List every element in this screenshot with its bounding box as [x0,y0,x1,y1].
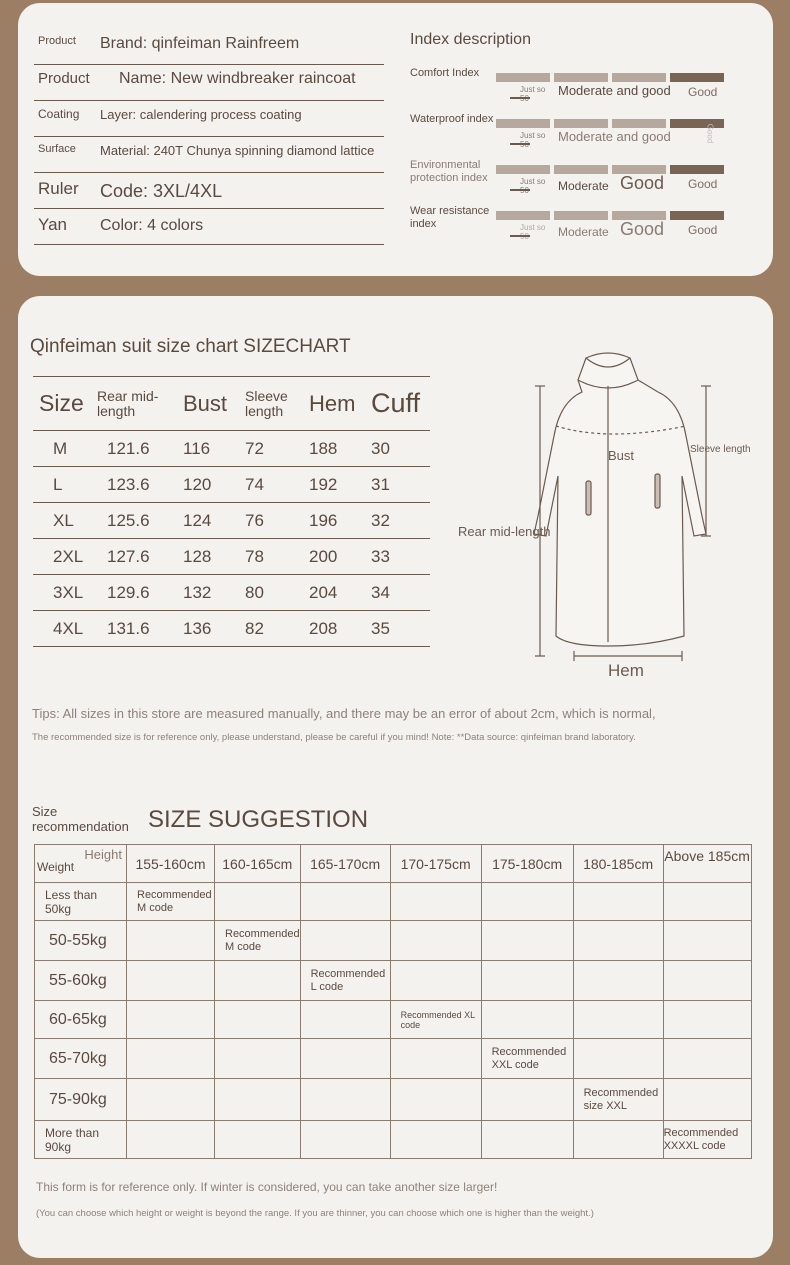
index-good: Good [688,223,718,237]
recommendation-cell: Recommended size XXL [573,1079,663,1121]
empty-cell [573,1039,663,1079]
empty-cell [390,961,481,1001]
index-just-so [520,223,545,241]
empty-cell [300,921,390,961]
index-good: Good [705,123,715,144]
index-just-so [520,85,545,103]
cell-size: 2XL [33,539,97,575]
product-info-row [34,173,384,209]
cell-rear: 131.6 [97,611,183,647]
just-so-label: Just so [520,131,546,140]
empty-cell [481,1121,573,1159]
bar-segment [612,73,666,82]
empty-cell [127,1001,215,1039]
bar-segment [554,211,608,220]
index-just-so [520,131,545,149]
cell-bust: 132 [183,575,245,611]
row-label: Product [38,35,76,47]
index-label: Environmental protection index [410,159,488,184]
index-moderate: Moderate and good [558,83,671,98]
header-hem: Hem [309,377,371,431]
recommendation-cell: Recommended XXXXL code [663,1121,751,1159]
cell-bust: 120 [183,467,245,503]
height-header: 165-170cm [300,845,390,883]
empty-cell [300,1001,390,1039]
product-info-row [34,137,384,173]
weight-cell: 60-65kg [35,1001,127,1039]
just-so-label: Just so [520,85,546,94]
height-header: 170-175cm [390,845,481,883]
bar-segment [496,211,550,220]
product-info-row [34,29,384,65]
cell-sleeve: 72 [245,431,309,467]
index-moderate: Moderate and good [558,129,671,144]
empty-cell [573,1001,663,1039]
recommendation-cell: Recommended XL code [390,1001,481,1039]
cell-size: XL [33,503,97,539]
size-recommendation-label: Size recommendation [32,804,129,834]
table-row [35,1079,752,1121]
cell-hem: 196 [309,503,371,539]
empty-cell [663,1001,751,1039]
empty-cell [215,1001,301,1039]
empty-cell [663,1079,751,1121]
row-value: Material: 240T Chunya spinning diamond lattice [100,143,375,158]
cell-cuff: 35 [371,611,430,647]
header-cuff: Cuff [371,377,430,431]
footer-line-2: (You can choose which height or weight is beyond the range. If you are thinner, you can choose which one is higher than the weight.) [36,1208,594,1219]
empty-cell [390,1079,481,1121]
table-row [35,883,752,921]
corner-height: Height [84,847,122,862]
bar-segment [612,119,666,128]
height-header: 160-165cm [215,845,301,883]
row-value: Color: 4 colors [100,217,204,234]
header-bust: Bust [183,377,245,431]
cell-sleeve: 76 [245,503,309,539]
empty-cell [127,961,215,1001]
table-row [35,1039,752,1079]
corner-cell [35,845,127,883]
cell-cuff: 34 [371,575,430,611]
size-suggestion-title: SIZE SUGGESTION [148,806,369,833]
empty-cell [481,1079,573,1121]
cell-hem: 208 [309,611,371,647]
coat-icon [534,353,706,646]
empty-cell [481,961,573,1001]
index-title: Index description [410,31,531,48]
table-row [33,539,430,575]
index-tick [510,143,530,145]
diagram-hem-label: Hem [608,661,644,680]
coat-diagram [458,346,758,686]
cell-size: 3XL [33,575,97,611]
empty-cell [663,883,751,921]
row-value: Brand: qinfeiman Rainfreem [100,35,300,52]
height-header: 180-185cm [573,845,663,883]
bar-segment [670,165,724,174]
cell-cuff: 31 [371,467,430,503]
empty-cell [390,921,481,961]
bar-segment [554,119,608,128]
weight-cell: More than 90kg [35,1121,127,1159]
index-tick [510,235,530,237]
row-value: Layer: calendering process coating [100,107,302,122]
index-row-environmental [410,159,740,205]
empty-cell [215,883,301,921]
empty-cell [573,883,663,921]
empty-cell [663,961,751,1001]
footer-line-1: This form is for reference only. If winter is considered, you can take another size larger! [36,1180,498,1194]
height-header: 155-160cm [127,845,215,883]
weight-cell: 75-90kg [35,1079,127,1121]
bar-segment [554,73,608,82]
product-info-row [34,65,384,101]
cell-rear: 125.6 [97,503,183,539]
weight-cell: 50-55kg [35,921,127,961]
recommendation-cell: Recommended M code [215,921,301,961]
index-good-large: Good [620,219,665,239]
empty-cell [127,1121,215,1159]
corner-weight: Weight [37,860,75,874]
cell-rear: 127.6 [97,539,183,575]
size-chart-card [18,296,773,1258]
row-label: Product [38,70,90,87]
table-row [33,575,430,611]
cell-rear: 121.6 [97,431,183,467]
empty-cell [215,961,301,1001]
index-row-wear [410,205,740,251]
index-tick [510,189,530,191]
index-label: Waterproof index [410,113,494,125]
product-info-list [34,29,384,245]
row-label: Coating [38,107,80,121]
index-good-large: Good [620,173,665,193]
empty-cell [127,921,215,961]
table-row [33,503,430,539]
index-row-comfort [410,67,740,113]
row-label: Yan [38,215,67,234]
weight-cell: 55-60kg [35,961,127,1001]
tips-line-2: The recommended size is for reference only, please understand, please be careful if you mind! Note: **Data source: qinfeiman brand laboratory. [32,732,636,743]
bar-segment [670,73,724,82]
empty-cell [663,921,751,961]
index-moderate: Moderate [558,225,609,239]
table-row [35,961,752,1001]
empty-cell [215,1121,301,1159]
index-good: Good [688,177,718,191]
empty-cell [215,1079,301,1121]
empty-cell [390,1039,481,1079]
index-tick [510,97,530,99]
cell-hem: 192 [309,467,371,503]
cell-bust: 116 [183,431,245,467]
cell-size: M [33,431,97,467]
cell-cuff: 32 [371,503,430,539]
header-sleeve-length: Sleeve length [245,377,309,431]
empty-cell [300,1079,390,1121]
empty-cell [127,1079,215,1121]
empty-cell [481,1001,573,1039]
empty-cell [215,1039,301,1079]
row-value: Name: New windbreaker raincoat [119,70,356,87]
bar-segment [554,165,608,174]
cell-sleeve: 82 [245,611,309,647]
table-row [33,467,430,503]
table-row [35,921,752,961]
empty-cell [481,883,573,921]
diagram-bust-label: Bust [608,448,635,463]
just-so-label: Just so [520,223,546,232]
cell-cuff: 33 [371,539,430,575]
tips-line-1: Tips: All sizes in this store are measured manually, and there may be an error of about 2cm, which is normal, [32,706,656,721]
weight-cell: 65-70kg [35,1039,127,1079]
weight-cell: Less than 50kg [35,883,127,921]
table-row [35,1121,752,1159]
size-chart-table [33,376,430,647]
cell-bust: 128 [183,539,245,575]
cell-bust: 136 [183,611,245,647]
index-label: Wear resistance index [410,205,490,230]
diagram-sleeve-label: Sleeve length [690,444,751,455]
bar-segment [496,73,550,82]
empty-cell [127,1039,215,1079]
row-label: Ruler [38,179,79,198]
empty-cell [300,1121,390,1159]
recommendation-cell: Recommended M code [127,883,215,921]
empty-cell [300,883,390,921]
just-so-label: Just so [520,177,546,186]
cell-cuff: 30 [371,431,430,467]
size-suggestion-table [34,844,752,1159]
empty-cell [573,1121,663,1159]
recommendation-cell: Recommended L code [300,961,390,1001]
header-rear-mid-length: Rear mid-length [97,377,183,431]
size-chart-title: Qinfeiman suit size chart SIZECHART [30,336,351,357]
cell-sleeve: 74 [245,467,309,503]
row-value: Code: 3XL/4XL [100,181,223,201]
row-label: Surface [38,143,76,155]
index-good: Good [688,85,718,99]
index-description [410,31,740,251]
index-label: Comfort Index [410,67,480,79]
product-info-row [34,209,384,245]
product-info-row [34,101,384,137]
bar-segment [670,119,724,128]
cell-hem: 200 [309,539,371,575]
index-just-so [520,177,545,195]
empty-cell [573,961,663,1001]
cell-bust: 124 [183,503,245,539]
bar-segment [496,165,550,174]
recommendation-cell: Recommended XXL code [481,1039,573,1079]
cell-sleeve: 80 [245,575,309,611]
table-row [33,611,430,647]
diagram-rear-label: Rear mid-length [458,524,551,539]
cell-hem: 188 [309,431,371,467]
bar-segment [670,211,724,220]
table-row [35,1001,752,1039]
cell-sleeve: 78 [245,539,309,575]
cell-size: 4XL [33,611,97,647]
height-header: Above 185cm [663,845,751,883]
empty-cell [390,1121,481,1159]
cell-hem: 204 [309,575,371,611]
empty-cell [573,921,663,961]
empty-cell [300,1039,390,1079]
cell-rear: 123.6 [97,467,183,503]
empty-cell [390,883,481,921]
table-row [33,431,430,467]
suggestion-header-row [35,845,752,883]
size-table-header [33,377,430,431]
height-header: 175-180cm [481,845,573,883]
empty-cell [663,1039,751,1079]
cell-rear: 129.6 [97,575,183,611]
header-size: Size [33,377,97,431]
index-row-waterproof [410,113,740,159]
product-info-card [18,3,773,276]
bar-segment [496,119,550,128]
cell-size: L [33,467,97,503]
empty-cell [481,921,573,961]
index-moderate: Moderate [558,179,609,193]
